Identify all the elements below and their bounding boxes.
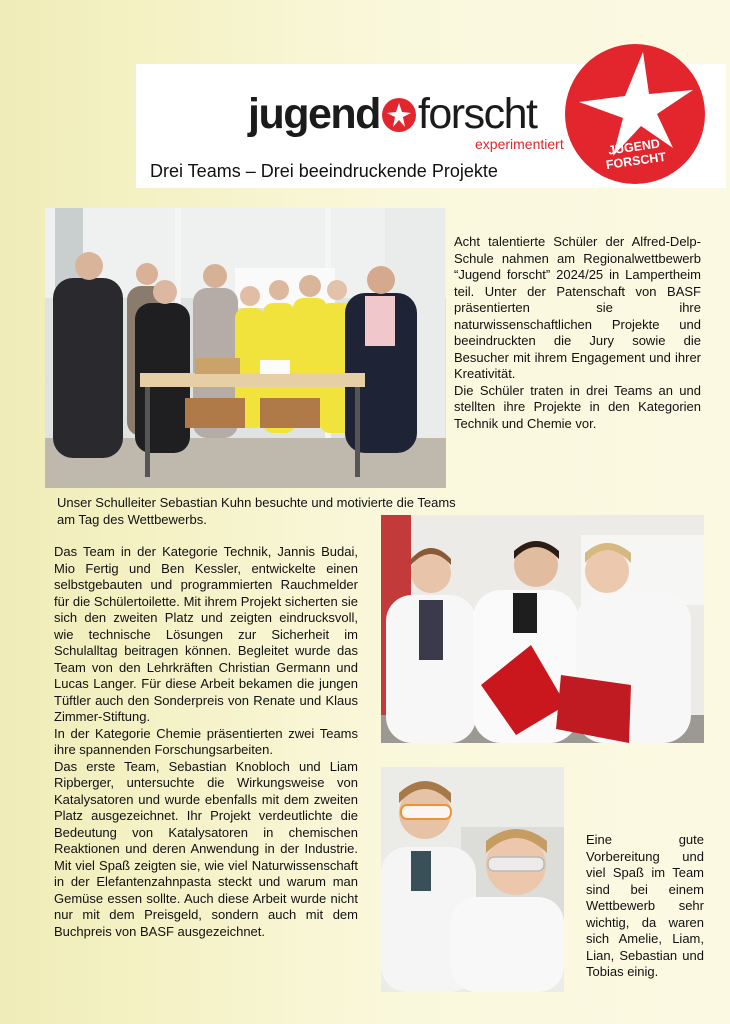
intro-text: [454, 234, 701, 432]
technik-team-photo: [381, 515, 704, 743]
jugend-forscht-logo: jugend forscht: [248, 90, 537, 138]
jugend-forscht-badge: [565, 44, 705, 184]
star-icon: [382, 98, 416, 132]
intro-paragraph: Acht talentierte Schüler der Alfred-Delp-Schule nahmen am Regionalwettbewerb “Jugend forscht” 2024/25 in Lampertheim teil. Unter der Patenschaft von BASF präsentierten sie ihre naturwissenschaftlichen Projekte und beeindruckten die Jury sowie die Besucher mit ihrem Engagement und ihrer Kreativität.: [454, 234, 701, 381]
main-paragraph: Das erste Team, Sebastian Knobloch und Liam Ripberger, untersuchte die Wirkungsweise von Katalysatoren und wurde ebenfalls mit dem zweiten Platz ausgezeichnet. Ihr Projekt verdeutlichte die Bedeutung von Katalysatoren in chemischen Reaktionen und deren Anwendung in der Industrie. Mit viel Spaß zeigten sie, wie viel Naturwissenschaft in der Elefantenzahnpasta steckt und warum man Gemüse essen sollte. Auch diese Arbeit wurde nicht nur mit dem Preisgeld, sondern auch mit dem Buchpreis von BASF ausgezeichnet.: [54, 758, 358, 939]
main-article-text: [54, 544, 358, 940]
logo-subtitle: experimentiert: [475, 136, 564, 152]
main-paragraph: In der Kategorie Chemie präsentierten zwei Teams ihre spannenden Forschungsarbeiten.: [54, 725, 358, 757]
intro-paragraph: Die Schüler traten in drei Teams an und stellten ihre Projekte in den Kategorien Technik und Chemie vor.: [454, 382, 701, 431]
side-caption-text: Eine gute Vorbereitung und viel Spaß im Team sind bei einem Wettbewerb sehr wichtig, da waren sich Amelie, Liam, Lian, Sebastian und Tobias einig.: [586, 832, 704, 979]
photo-caption: Unser Schulleiter Sebastian Kuhn besuchte und motivierte die Teams am Tag des Wettbewerbs.: [57, 495, 456, 527]
main-paragraph: Das Team in der Kategorie Technik, Jannis Budai, Mio Fertig und Ben Kessler, entwickelte einen selbstgebauten und programmierten Rauchmelder für die Schülertoilette. Mit ihrem Projekt sicherten sie sich den zweiten Platz und zeigten eindrucksvoll, wie technische Lösungen zur Sicherheit im Schulalltag beitragen können. Begleitet wurde das Team von den Lehrkräften Christian Germann und Lucas Langer. Für diese Arbeit bekamen die jungen Tüftler auch den Sonderpreis von Renate und Klaus Zimmer-Stiftung.: [54, 544, 358, 724]
badge-text: JUGEND FORSCHT: [605, 136, 667, 173]
group-photo: [45, 208, 446, 488]
page-title: Drei Teams – Drei beeindruckende Projekte: [150, 161, 498, 181]
chemie-team-photo: [381, 767, 564, 992]
